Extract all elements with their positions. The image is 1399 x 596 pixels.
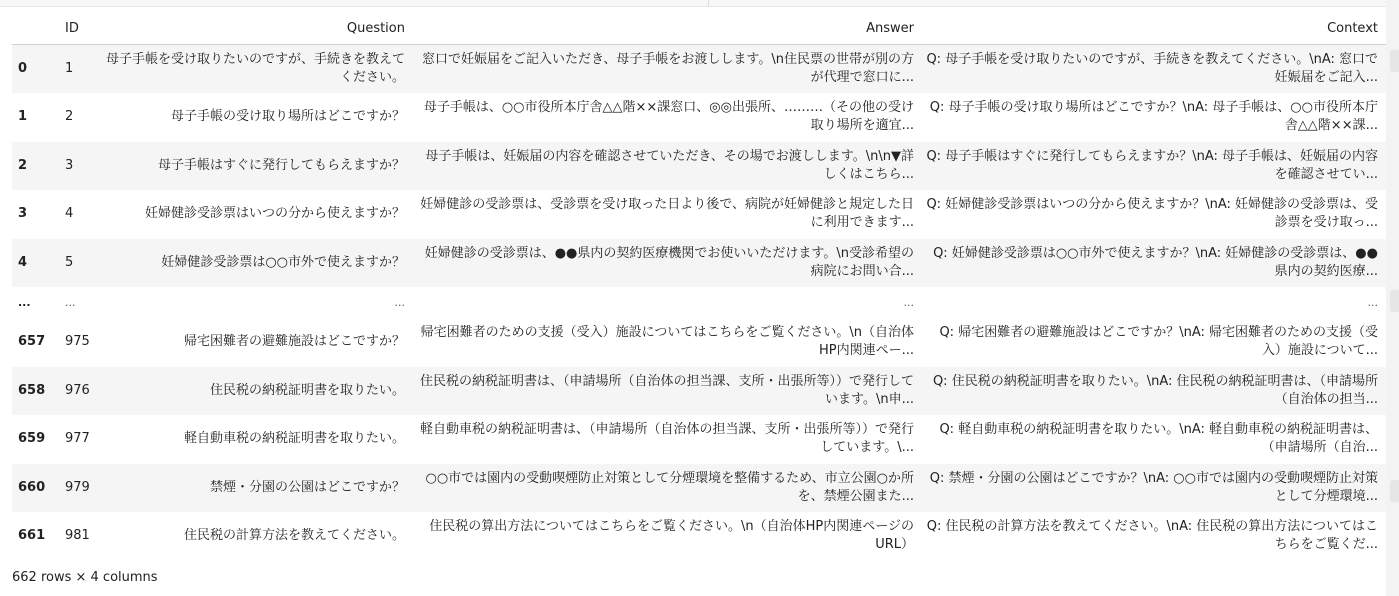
answer-header: Answer — [413, 12, 922, 45]
table-row — [12, 93, 1386, 142]
answer-cell: 帰宅困難者のための支援（受入）施設についてはこちらをご覧ください。\n（自治体HP内関連ペー... — [420, 325, 914, 359]
question-header: Question — [99, 12, 413, 45]
context-cell: Q: 妊婦健診受診票は○○市外で使えますか？\nA: 妊婦健診の受診票は、●●県内の契約医療... — [922, 239, 1386, 288]
question-cell: 母子手帳の受け取り場所はどこですか？ — [170, 109, 405, 125]
table-row — [12, 367, 1386, 416]
index-cell: 659 — [18, 431, 46, 447]
answer-cell: 住民税の算出方法についてはこちらをご覧ください。\n（自治体HP内関連ページのURL） — [429, 519, 914, 553]
index-header — [12, 12, 57, 45]
id-cell: 975 — [65, 334, 90, 350]
question-cell: 住民税の納税証明書を取りたい。 — [99, 367, 413, 416]
id-cell: 1 — [57, 45, 99, 94]
index-cell: 0 — [12, 45, 57, 94]
table-row — [12, 512, 1386, 561]
strip-marker — [1390, 290, 1399, 312]
dataframe-table — [12, 12, 1386, 561]
id-cell: 4 — [65, 206, 74, 222]
output-divider — [708, 0, 709, 6]
index-cell: 2 — [12, 142, 57, 191]
context-cell: Q: 禁煙・分園の公園はどこですか？\nA: ○○市では園内の受動喫煙防止対策として分煙環境... — [922, 464, 1386, 513]
answer-cell: 窓口で妊娠届をご記入いただき、母子手帳をお渡しします。\n住民票の世帯が別の方が代理で窓口に... — [413, 45, 922, 94]
table-row — [12, 464, 1386, 513]
index-cell: 658 — [12, 367, 57, 416]
table-row — [12, 318, 1386, 367]
index-cell: 660 — [12, 464, 57, 513]
id-cell: 2 — [65, 109, 74, 125]
context-cell: Q: 母子手帳はすぐに発行してもらえますか？\nA: 母子手帳は、妊娠届の内容を確認させてい... — [922, 142, 1386, 191]
id-cell: ... — [65, 295, 76, 309]
answer-cell: 母子手帳は、○○市役所本庁舎△△階××課窓口、◎◎出張所、………（その他の受け取り場所を適宜... — [423, 100, 914, 134]
context-header: Context — [922, 12, 1386, 45]
question-cell: 妊婦健診受診票は○○市外で使えますか？ — [99, 239, 413, 288]
index-cell: 3 — [18, 206, 28, 222]
index-cell: 4 — [12, 239, 57, 288]
question-cell: 住民税の計算方法を教えてください。 — [183, 528, 405, 544]
id-cell: 977 — [65, 431, 90, 447]
answer-cell: 母子手帳は、妊娠届の内容を確認させていただき、その場でお渡しします。\n\n▼詳しくはこちら... — [413, 142, 922, 191]
context-cell: Q: 軽自動車税の納税証明書を取りたい。\nA: 軽自動車税の納税証明書は、（申請場所（自治... — [939, 422, 1378, 456]
answer-cell: 妊婦健診の受診票は、●●県内の契約医療機関でお使いいただけます。\n受診希望の病院にお問い合... — [413, 239, 922, 288]
table-row — [12, 415, 1386, 464]
context-cell: Q: 母子手帳の受け取り場所はどこですか？\nA: 母子手帳は、○○市役所本庁舎△△階××課... — [929, 100, 1378, 134]
table-row — [12, 239, 1386, 288]
context-cell: Q: 帰宅困難者の避難施設はどこですか？\nA: 帰宅困難者のための支援（受入）施設について... — [939, 325, 1378, 359]
index-cell: 661 — [18, 528, 46, 544]
question-cell: 軽自動車税の納税証明書を取りたい。 — [183, 431, 405, 447]
context-cell: Q: 住民税の納税証明書を取りたい。\nA: 住民税の納税証明書は、（申請場所（自治体の担当... — [922, 367, 1386, 416]
answer-cell: 妊婦健診の受診票は、受診票を受け取った日より後で、病院が妊婦健診と規定した日に利用できます... — [420, 197, 914, 231]
question-cell: 母子手帳を受け取りたいのですが、手続きを教えてください。 — [99, 45, 413, 94]
scroll-strip[interactable] — [1386, 0, 1399, 596]
question-cell: 禁煙・分園の公園はどこですか？ — [99, 464, 413, 513]
question-cell: 帰宅困難者の避難施設はどこですか？ — [183, 334, 405, 350]
table-row — [12, 142, 1386, 191]
id-cell: 5 — [57, 239, 99, 288]
header-row — [12, 12, 1386, 45]
id-cell: 979 — [57, 464, 99, 513]
context-cell: Q: 妊婦健診受診票はいつの分から使えますか？\nA: 妊婦健診の受診票は、受診票を受け取っ... — [926, 197, 1378, 231]
answer-cell: 住民税の納税証明書は、（申請場所（自治体の担当課、支所・出張所等））で発行しています。\n申... — [413, 367, 922, 416]
context-cell: Q: 母子手帳を受け取りたいのですが、手続きを教えてください。\nA: 窓口で妊娠届をご記入... — [922, 45, 1386, 94]
index-cell: 657 — [18, 334, 46, 350]
strip-marker — [1390, 480, 1399, 502]
id-header: ID — [57, 12, 99, 45]
context-cell: Q: 住民税の計算方法を教えてください。\nA: 住民税の算出方法についてはこちらをご覧くだ... — [926, 519, 1378, 553]
question-cell: ... — [394, 295, 405, 309]
id-cell: 976 — [57, 367, 99, 416]
index-cell: ... — [18, 295, 31, 309]
id-cell: 981 — [65, 528, 90, 544]
ellipsis-row — [12, 287, 1386, 318]
question-cell: 母子手帳はすぐに発行してもらえますか？ — [99, 142, 413, 191]
answer-cell: 軽自動車税の納税証明書は、（申請場所（自治体の担当課、支所・出張所等））で発行しています。\... — [419, 422, 914, 456]
id-cell: 3 — [57, 142, 99, 191]
strip-marker — [1390, 50, 1399, 72]
shape-summary: 662 rows × 4 columns — [12, 570, 158, 585]
table-row — [12, 190, 1386, 239]
answer-cell: ... — [903, 295, 914, 309]
index-cell: 1 — [18, 109, 28, 125]
context-cell: ... — [1367, 295, 1378, 309]
answer-cell: ○○市では園内の受動喫煙防止対策として分煙環境を整備するため、市立公園○か所を、禁煙公園また... — [413, 464, 922, 513]
question-cell: 妊婦健診受診票はいつの分から使えますか？ — [144, 206, 405, 222]
output-top-bar — [0, 0, 1399, 7]
table-row — [12, 45, 1386, 94]
